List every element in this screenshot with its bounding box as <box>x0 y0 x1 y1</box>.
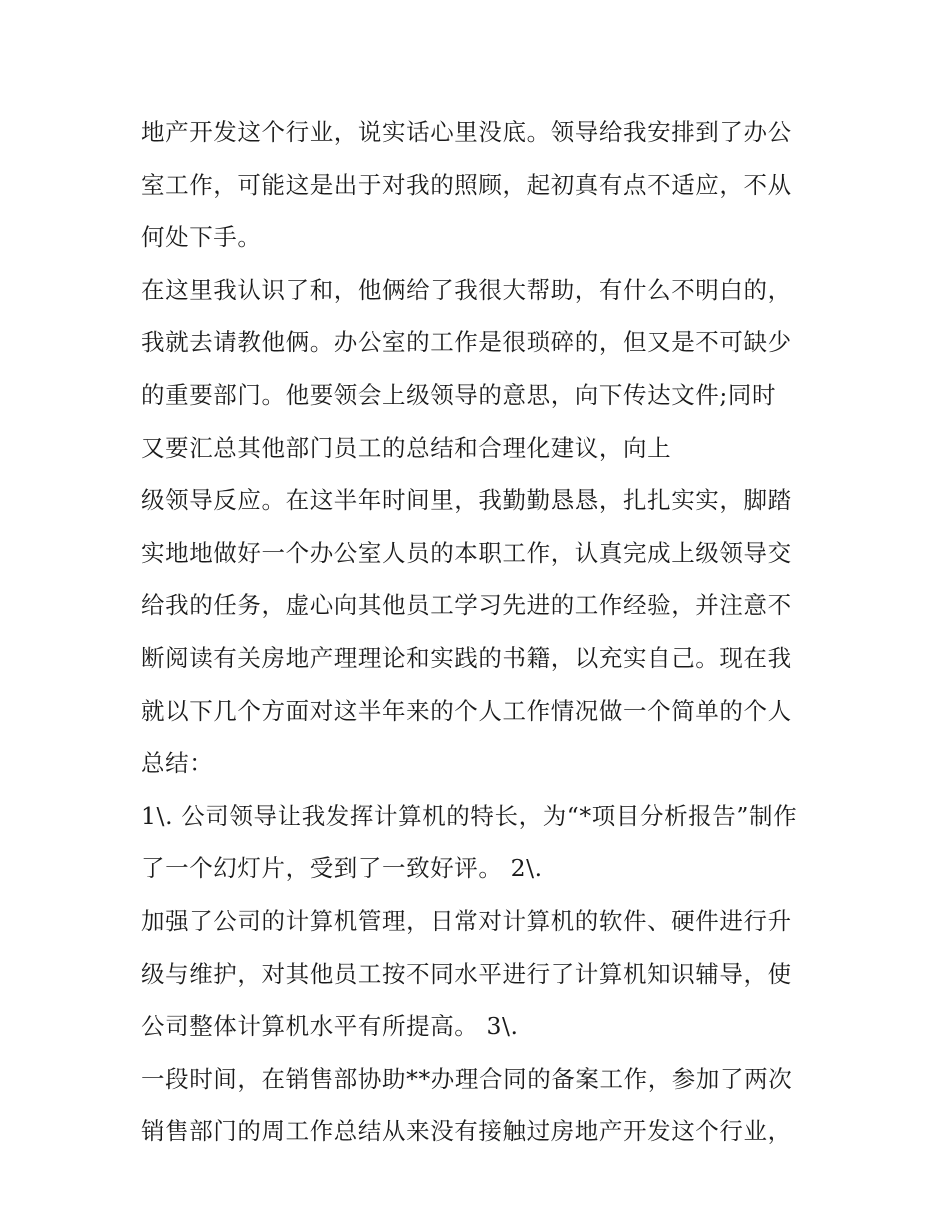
text-line: 断阅读有关房地产理理论和实践的书籍，以充实自己。现在我 <box>141 643 792 672</box>
text-line: 了一个幻灯片，受到了一致好评。 2\. <box>141 854 543 883</box>
text-line: 1\. 公司领导让我发挥计算机的特长，为“*项目分析报告”制作 <box>141 801 798 830</box>
text-line: 一段时间，在销售部协助**办理合同的备案工作，参加了两次 <box>141 1064 793 1093</box>
text-line: 级领导反应。在这半年时间里，我勤勤恳恳，扎扎实实，脚踏 <box>141 486 792 515</box>
text-line: 在这里我认识了和，他俩给了我很大帮助，有什么不明白的， <box>141 275 792 304</box>
body-text <box>141 106 821 1158</box>
text-line: 实地地做好一个办公室人员的本职工作，认真完成上级领导交 <box>141 538 792 567</box>
text-line: 就以下几个方面对这半年来的个人工作情况做一个简单的个人 <box>141 696 792 725</box>
text-line: 室工作，可能这是出于对我的照顾，起初真有点不适应，不从 <box>141 170 792 199</box>
text-line: 级与维护，对其他员工按不同水平进行了计算机知识辅导，使 <box>141 959 792 988</box>
text-line: 何处下手。 <box>141 223 262 252</box>
text-line: 给我的任务，虚心向其他员工学习先进的工作经验，并注意不 <box>141 591 792 620</box>
text-line: 总结： <box>141 749 214 778</box>
text-line: 的重要部门。他要领会上级领导的意思，向下传达文件;同时 <box>141 380 777 409</box>
text-line: 又要汇总其他部门员工的总结和合理化建议，向上 <box>141 433 672 462</box>
text-line: 地产开发这个行业，说实话心里没底。领导给我安排到了办公 <box>141 118 792 146</box>
text-line: 公司整体计算机水平有所提高。 3\. <box>141 1012 519 1041</box>
text-line: 我就去请教他俩。办公室的工作是很琐碎的，但又是不可缺少 <box>141 328 792 357</box>
text-line: 加强了公司的计算机管理，日常对计算机的软件、硬件进行升 <box>141 906 792 935</box>
text-line: 销售部门的周工作总结从来没有接触过房地产开发这个行业， <box>141 1117 792 1146</box>
